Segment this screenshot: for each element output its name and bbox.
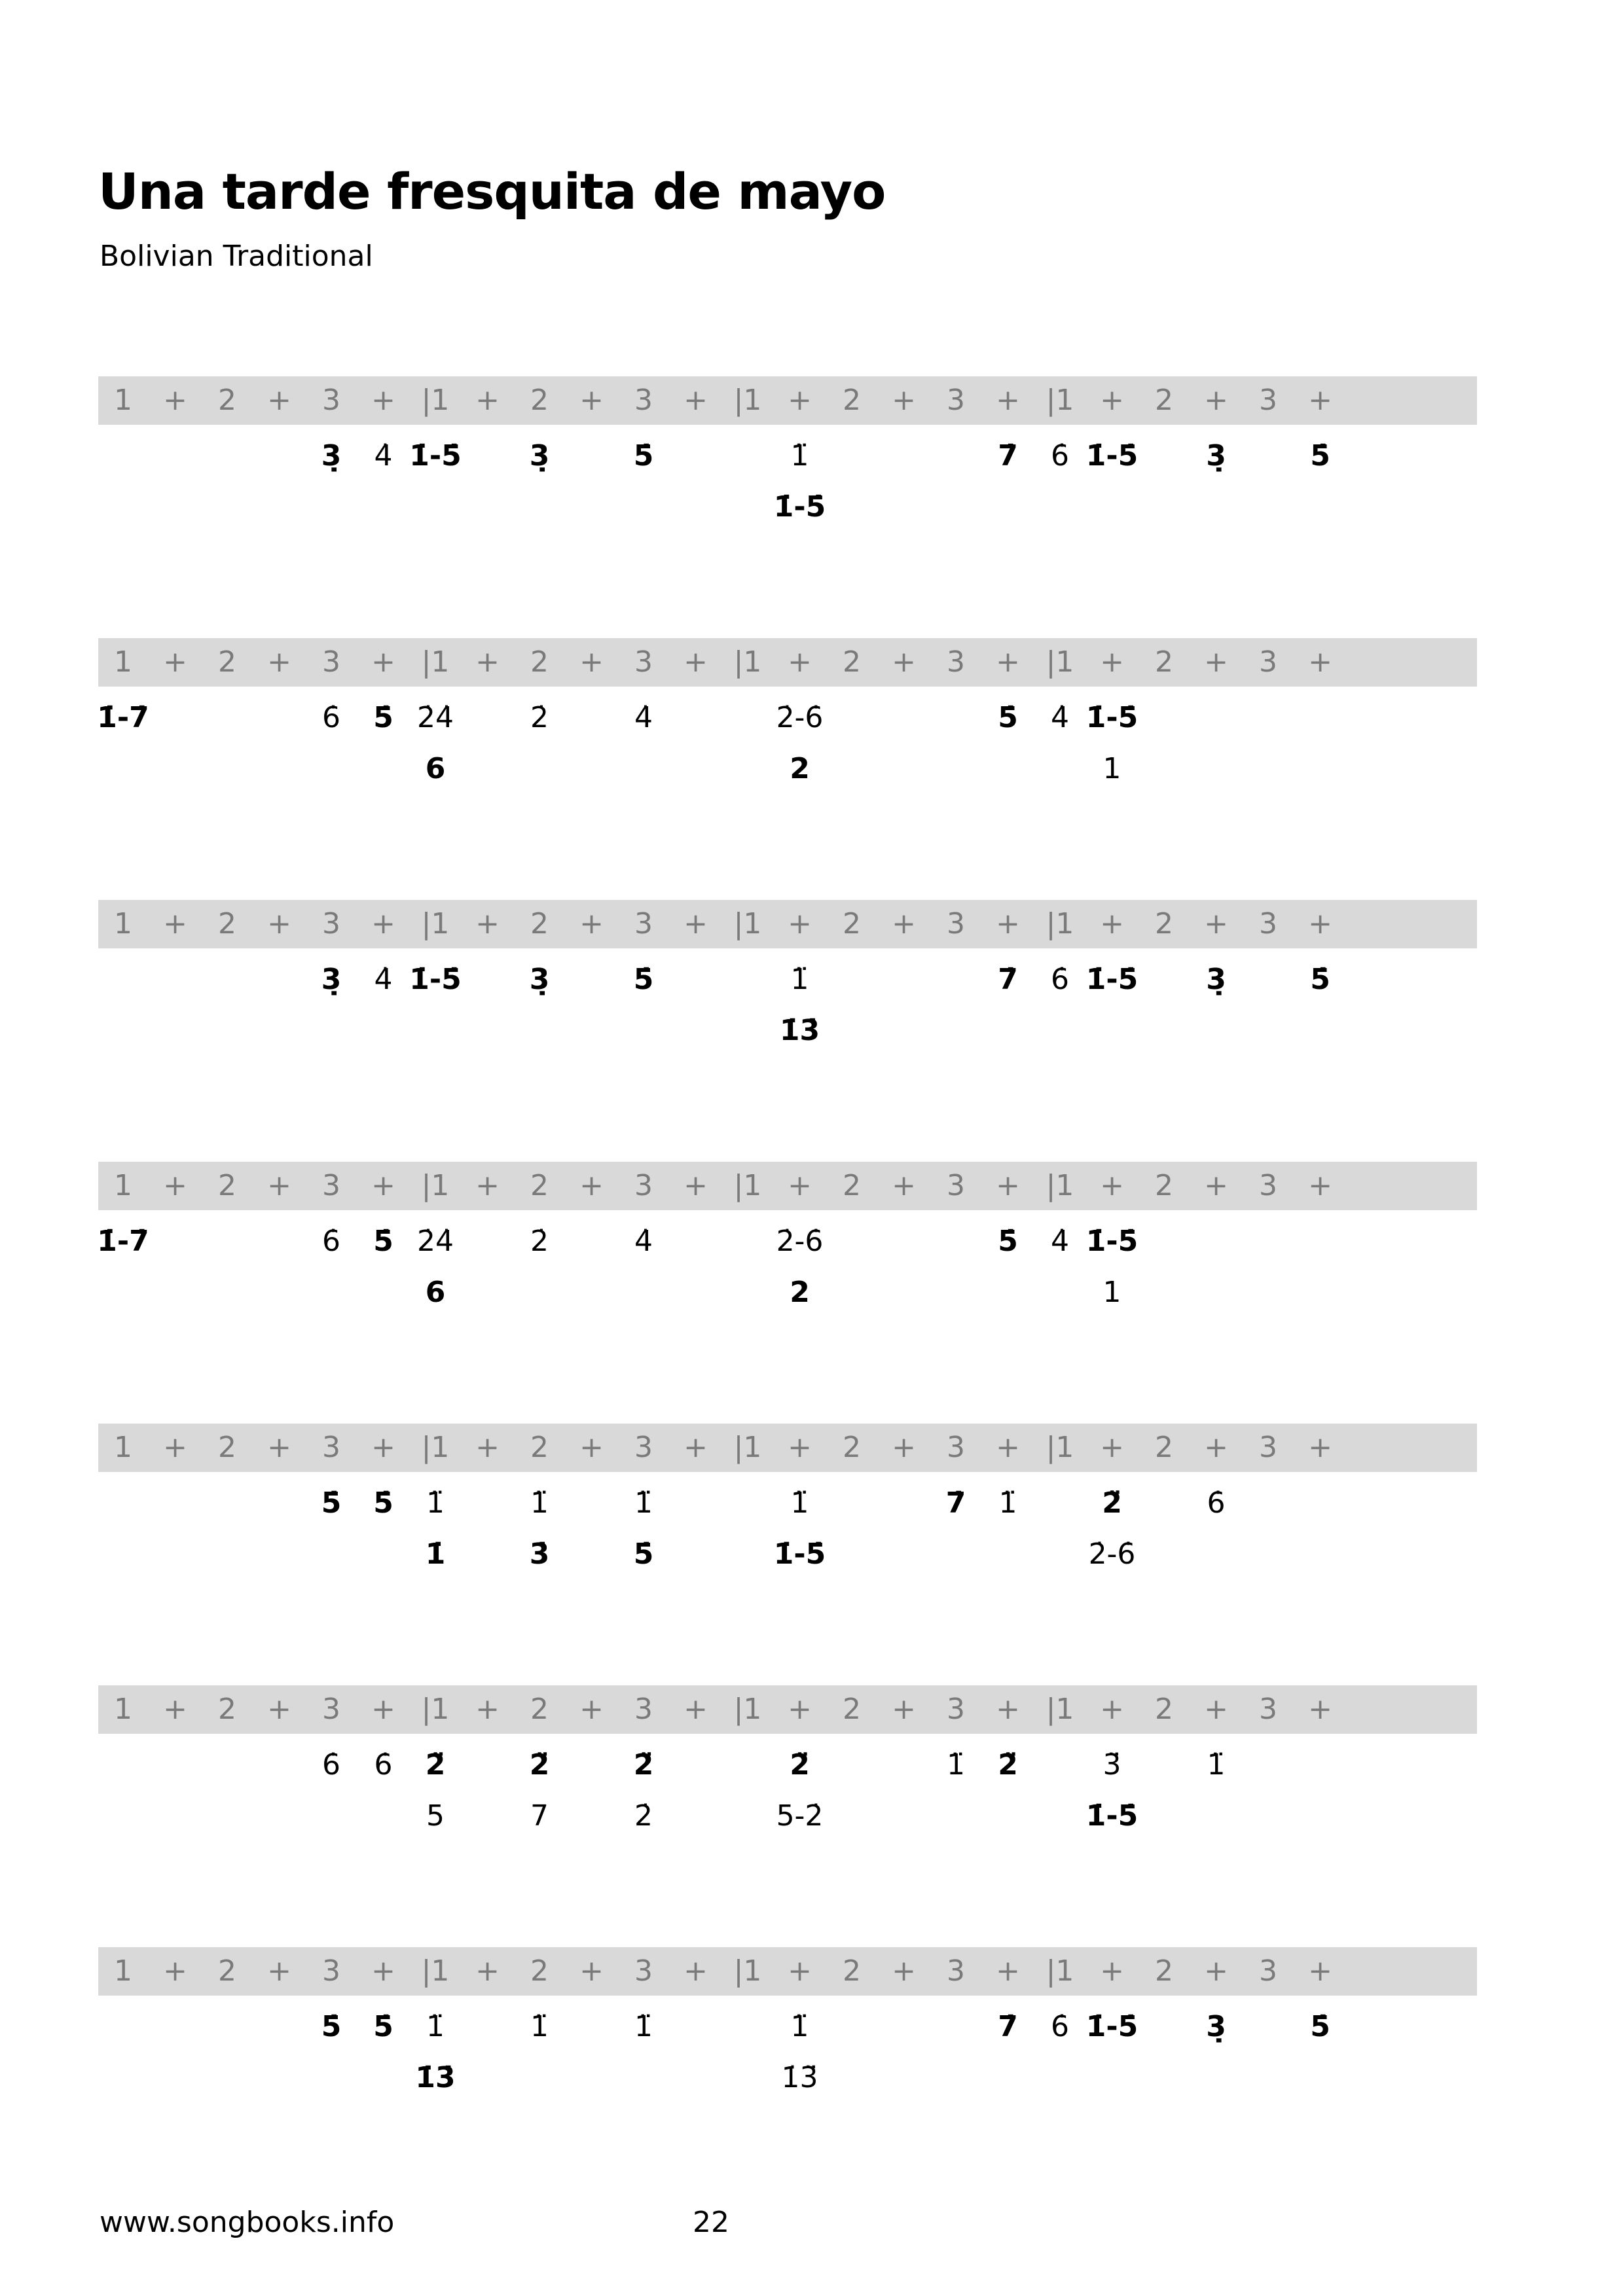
- beat-count: +: [1308, 1431, 1332, 1464]
- beat-count: +: [892, 1693, 916, 1726]
- beat-count: +: [684, 1954, 708, 1988]
- beat-count: |1: [1046, 1169, 1074, 1202]
- beat-count: +: [996, 384, 1020, 417]
- beat-count-bar: [98, 1685, 1477, 1734]
- beat-count: +: [996, 907, 1020, 941]
- beat-count: 2: [218, 907, 236, 941]
- beat-count: +: [892, 645, 916, 679]
- beat-count: +: [475, 907, 500, 941]
- beat-count: +: [1204, 907, 1228, 941]
- tab-note: 5̇: [998, 1225, 1018, 1258]
- beat-count: +: [163, 384, 187, 417]
- beat-count: |1: [1046, 907, 1074, 941]
- beat-count: +: [788, 384, 812, 417]
- beat-count: 3: [1259, 1431, 1277, 1464]
- tab-note: 2̈: [633, 1748, 654, 1782]
- tab-note: 1̈: [634, 1486, 653, 1520]
- beat-count: +: [475, 1431, 500, 1464]
- tab-note: 1̈: [1207, 1748, 1226, 1782]
- tab-note: 7̇: [998, 2010, 1018, 2043]
- beat-count: +: [684, 1693, 708, 1726]
- beat-count-bar: [98, 1947, 1477, 1996]
- beat-count: +: [892, 907, 916, 941]
- tab-note: 1̈: [790, 439, 809, 473]
- beat-count: 1: [114, 645, 132, 679]
- beat-count: 3: [634, 907, 653, 941]
- beat-count: |1: [421, 1169, 450, 1202]
- beat-count: +: [1308, 645, 1332, 679]
- beat-count: |1: [1046, 1431, 1074, 1464]
- tab-note: 2̈: [1102, 1486, 1122, 1520]
- tab-note: 5̇: [321, 1486, 342, 1520]
- beat-count: 2: [1155, 907, 1173, 941]
- beat-count: |1: [733, 1954, 762, 1988]
- beat-count: 3: [1259, 907, 1277, 941]
- beat-count: 2: [843, 645, 861, 679]
- beat-count: +: [788, 645, 812, 679]
- tab-note: 1̈: [634, 2010, 653, 2043]
- beat-count: |1: [1046, 1954, 1074, 1988]
- beat-count: 2: [843, 1693, 861, 1726]
- beat-count: +: [267, 1693, 291, 1726]
- tab-note: 1̇-7̇: [97, 701, 149, 734]
- beat-count: +: [1308, 1954, 1332, 1988]
- beat-count: 3: [634, 1954, 653, 1988]
- beat-count: +: [163, 1169, 187, 1202]
- beat-count: +: [684, 907, 708, 941]
- tab-system: [98, 1424, 1477, 1581]
- beat-count: |1: [421, 1431, 450, 1464]
- beat-count: 2: [843, 1169, 861, 1202]
- beat-count: +: [267, 645, 291, 679]
- page-title: Una tarde fresquita de mayo: [98, 162, 886, 221]
- tab-note: 2̇-6̇: [776, 1225, 824, 1258]
- beat-count: |1: [733, 384, 762, 417]
- beat-count: +: [579, 1431, 604, 1464]
- tab-note: 1̈: [947, 1748, 965, 1782]
- tab-note: 4̇: [374, 963, 393, 996]
- beat-count: +: [371, 1169, 395, 1202]
- tab-note: 2̇-6̇: [1088, 1537, 1136, 1571]
- beat-count: 2: [530, 1169, 549, 1202]
- beat-count: 3: [947, 645, 965, 679]
- tab-note: 1̇-5̇: [1085, 1225, 1139, 1258]
- beat-count: +: [371, 1954, 395, 1988]
- beat-count: 1: [114, 1954, 132, 1988]
- beat-count: +: [163, 1954, 187, 1988]
- beat-count: |1: [733, 1431, 762, 1464]
- beat-count: +: [1204, 645, 1228, 679]
- beat-count: +: [996, 1693, 1020, 1726]
- beat-count: 2: [218, 645, 236, 679]
- tab-note: 1̈: [530, 1486, 549, 1520]
- tab-system: [98, 376, 1477, 533]
- beat-count: +: [892, 1954, 916, 1988]
- tab-note: 2̈: [998, 1748, 1018, 1782]
- tab-note: 1̇-5̇: [1085, 1799, 1139, 1833]
- tab-note: 2: [790, 752, 810, 785]
- beat-count: +: [1204, 1954, 1228, 1988]
- beat-count: 2: [843, 384, 861, 417]
- tab-note: 1̇-5̇: [1085, 2010, 1139, 2043]
- beat-count: +: [371, 1693, 395, 1726]
- beat-count: +: [267, 1954, 291, 1988]
- beat-count: 1: [114, 907, 132, 941]
- tab-note: 1̈: [426, 2010, 445, 2043]
- beat-count: |1: [733, 1693, 762, 1726]
- beat-count: |1: [1046, 645, 1074, 679]
- tab-note: 1: [1103, 1276, 1122, 1309]
- beat-count: +: [1100, 1169, 1124, 1202]
- beat-count: 2: [1155, 645, 1173, 679]
- tab-note: 5̇: [633, 963, 654, 996]
- tab-note: 1̇3̇: [779, 1014, 820, 1047]
- beat-count: 1: [114, 1693, 132, 1726]
- tab-system: [98, 900, 1477, 1057]
- beat-count: |1: [1046, 1693, 1074, 1726]
- beat-count: 2: [218, 1954, 236, 1988]
- beat-count: 3: [634, 1693, 653, 1726]
- beat-count-bar: [98, 1424, 1477, 1472]
- tab-note: 2̈: [790, 1748, 810, 1782]
- beat-count: 1: [114, 1431, 132, 1464]
- beat-count: 3: [322, 645, 340, 679]
- beat-count: +: [1100, 384, 1124, 417]
- beat-count: 2: [530, 1693, 549, 1726]
- beat-count: 3: [947, 1169, 965, 1202]
- beat-count: +: [684, 384, 708, 417]
- beat-count: +: [1100, 907, 1124, 941]
- tab-note: 3̣: [529, 963, 550, 996]
- beat-count: +: [996, 645, 1020, 679]
- beat-count: +: [996, 1169, 1020, 1202]
- tab-note: 1̇-5̇: [409, 439, 462, 473]
- beat-count: |1: [733, 645, 762, 679]
- beat-count-bar: [98, 638, 1477, 687]
- beat-count: +: [1100, 1431, 1124, 1464]
- tab-note: 7̇: [998, 963, 1018, 996]
- beat-count: +: [163, 1693, 187, 1726]
- beat-count: +: [684, 1431, 708, 1464]
- tab-note: 3̣: [1206, 963, 1226, 996]
- beat-count: 1: [114, 384, 132, 417]
- beat-count: +: [996, 1431, 1020, 1464]
- beat-count: +: [892, 384, 916, 417]
- beat-count: +: [684, 1169, 708, 1202]
- tab-system: [98, 1947, 1477, 2104]
- beat-count: 3: [947, 1693, 965, 1726]
- tab-note: 2̈: [425, 1748, 446, 1782]
- beat-count: +: [788, 1693, 812, 1726]
- tab-note: 2̇: [634, 1799, 653, 1833]
- tab-note: 6̇: [322, 701, 340, 734]
- beat-count: 2: [218, 1431, 236, 1464]
- tab-note: 1̇-5̇: [1085, 439, 1139, 473]
- tab-note: 2̇4̇: [417, 1225, 454, 1258]
- tab-note: 6̇: [1051, 439, 1069, 473]
- beat-count: +: [579, 1169, 604, 1202]
- tab-note: 2̇: [530, 701, 549, 734]
- beat-count: +: [371, 1431, 395, 1464]
- beat-count: +: [267, 1431, 291, 1464]
- tab-note: 1̈: [790, 1486, 809, 1520]
- tab-note: 5̇: [998, 701, 1018, 734]
- footer-website: www.songbooks.info: [100, 2206, 395, 2239]
- beat-count: +: [1308, 1693, 1332, 1726]
- tab-note: 1̇-5̇: [773, 1537, 826, 1571]
- tab-note: 1̇3̇: [415, 2061, 456, 2094]
- beat-count: 1: [114, 1169, 132, 1202]
- beat-count: +: [163, 645, 187, 679]
- beat-count: 2: [1155, 1693, 1173, 1726]
- beat-count: 3: [634, 645, 653, 679]
- beat-count: +: [1204, 1169, 1228, 1202]
- tab-note: 1̇-5̇: [409, 963, 462, 996]
- tab-note: 2: [790, 1276, 810, 1309]
- tab-note: 4̇: [634, 1225, 653, 1258]
- beat-count: |1: [733, 1169, 762, 1202]
- beat-count: 3: [322, 1693, 340, 1726]
- beat-count: +: [475, 384, 500, 417]
- tab-note: 7̇: [945, 1486, 966, 1520]
- beat-count: +: [1204, 1431, 1228, 1464]
- beat-count: +: [1204, 384, 1228, 417]
- tab-note: 3̣: [321, 963, 342, 996]
- beat-count: 2: [218, 1693, 236, 1726]
- beat-count: |1: [421, 1954, 450, 1988]
- beat-count: 2: [530, 1954, 549, 1988]
- beat-count: +: [579, 384, 604, 417]
- beat-count: +: [1100, 645, 1124, 679]
- beat-count: 2: [1155, 1431, 1173, 1464]
- tab-note: 3̣: [1206, 439, 1226, 473]
- beat-count: 3: [634, 1431, 653, 1464]
- beat-count: 3: [634, 1169, 653, 1202]
- tab-note: 5̇: [1310, 963, 1330, 996]
- beat-count: 2: [218, 1169, 236, 1202]
- tab-note: 5̇: [633, 1537, 654, 1571]
- beat-count: 3: [322, 1431, 340, 1464]
- beat-count: +: [788, 1431, 812, 1464]
- beat-count: 3: [947, 1431, 965, 1464]
- beat-count: +: [1204, 1693, 1228, 1726]
- beat-count-bar: [98, 1162, 1477, 1210]
- tab-note: 4̇: [374, 439, 393, 473]
- beat-count: |1: [421, 1693, 450, 1726]
- beat-count: 3: [1259, 384, 1277, 417]
- tab-note: 6̇: [322, 1748, 340, 1782]
- tab-note: 1̈: [426, 1486, 445, 1520]
- beat-count: 3: [322, 384, 340, 417]
- tab-note: 1̇-5̇: [773, 490, 826, 524]
- tab-note: 6: [425, 752, 446, 785]
- beat-count: +: [788, 907, 812, 941]
- beat-count: 2: [843, 1431, 861, 1464]
- tab-note: 5̇: [1310, 2010, 1330, 2043]
- tab-note: 4̇: [634, 701, 653, 734]
- tab-note: 7̇: [998, 439, 1018, 473]
- page-subtitle: Bolivian Traditional: [100, 240, 373, 273]
- tab-note: 3̣: [1206, 2010, 1226, 2043]
- page-number: 22: [693, 2206, 729, 2239]
- tab-note: 1̇-7̇: [97, 1225, 149, 1258]
- beat-count: 3: [322, 907, 340, 941]
- beat-count: +: [163, 1431, 187, 1464]
- beat-count-bar: [98, 376, 1477, 425]
- beat-count: +: [684, 645, 708, 679]
- beat-count: +: [579, 907, 604, 941]
- beat-count: +: [267, 907, 291, 941]
- tab-note: 6̇: [1207, 1486, 1226, 1520]
- tab-note: 1̇3̈: [781, 2061, 818, 2094]
- tab-note: 1̈: [790, 963, 809, 996]
- tab-note: 6̇: [1051, 963, 1069, 996]
- beat-count: 2: [843, 1954, 861, 1988]
- tab-note: 2̇: [530, 1225, 549, 1258]
- tab-note: 3̇: [529, 1537, 550, 1571]
- tab-note: 5̇: [373, 701, 393, 734]
- tab-system: [98, 1162, 1477, 1319]
- tab-note: 1: [1103, 752, 1122, 785]
- beat-count: 3: [1259, 1954, 1277, 1988]
- beat-count: 3: [947, 384, 965, 417]
- tab-note: 5̇: [1310, 439, 1330, 473]
- beat-count: +: [788, 1954, 812, 1988]
- tab-note: 5̇: [373, 1486, 393, 1520]
- beat-count: +: [1100, 1954, 1124, 1988]
- beat-count: 2: [1155, 1169, 1173, 1202]
- beat-count: +: [579, 645, 604, 679]
- beat-count: |1: [421, 645, 450, 679]
- beat-count: |1: [421, 907, 450, 941]
- beat-count: 3: [1259, 1169, 1277, 1202]
- tab-note: 5̇: [633, 439, 654, 473]
- beat-count: 3: [322, 1169, 340, 1202]
- tab-note: 6̇: [374, 1748, 393, 1782]
- tab-note: 4̇: [1051, 701, 1069, 734]
- beat-count: |1: [421, 384, 450, 417]
- tab-note: 1̇-5̇: [1085, 963, 1139, 996]
- beat-count: 3: [1259, 1693, 1277, 1726]
- beat-count: 2: [843, 907, 861, 941]
- beat-count: 2: [530, 645, 549, 679]
- beat-count: +: [475, 1693, 500, 1726]
- beat-count: 3: [947, 907, 965, 941]
- beat-count: +: [788, 1169, 812, 1202]
- beat-count: +: [267, 384, 291, 417]
- tab-note: 1̈: [530, 2010, 549, 2043]
- tab-note: 2̈: [529, 1748, 550, 1782]
- tab-note: 1̇: [425, 1537, 446, 1571]
- tab-note: 6̇: [1051, 2010, 1069, 2043]
- tab-note: 6: [425, 1276, 446, 1309]
- tab-note: 3̣: [529, 439, 550, 473]
- tab-system: [98, 638, 1477, 795]
- tab-note: 1̈: [998, 1486, 1017, 1520]
- beat-count: 2: [1155, 1954, 1173, 1988]
- beat-count: +: [371, 907, 395, 941]
- beat-count: +: [892, 1169, 916, 1202]
- tab-note: 7: [530, 1799, 549, 1833]
- beat-count: +: [475, 645, 500, 679]
- tab-note: 5̇: [321, 2010, 342, 2043]
- tab-note: 5-2̇: [776, 1799, 824, 1833]
- beat-count: +: [475, 1954, 500, 1988]
- beat-count: |1: [733, 907, 762, 941]
- beat-count: 2: [530, 384, 549, 417]
- beat-count: +: [579, 1954, 604, 1988]
- tab-note: 2̇4̇: [417, 701, 454, 734]
- tab-note: 5̇: [373, 2010, 393, 2043]
- beat-count: +: [579, 1693, 604, 1726]
- tab-note: 3̣: [321, 439, 342, 473]
- beat-count: +: [1308, 907, 1332, 941]
- tab-system: [98, 1685, 1477, 1842]
- tab-note: 5: [426, 1799, 445, 1833]
- beat-count: 2: [218, 384, 236, 417]
- beat-count: 2: [530, 907, 549, 941]
- beat-count: +: [267, 1169, 291, 1202]
- tab-note: 1̈: [790, 2010, 809, 2043]
- tab-note: 1̇-5̇: [1085, 701, 1139, 734]
- beat-count: 3: [322, 1954, 340, 1988]
- beat-count: 3: [1259, 645, 1277, 679]
- beat-count: 3: [947, 1954, 965, 1988]
- beat-count: 2: [1155, 384, 1173, 417]
- beat-count: +: [371, 645, 395, 679]
- tab-note: 5̇: [373, 1225, 393, 1258]
- tab-note: 2̇-6̇: [776, 701, 824, 734]
- beat-count-bar: [98, 900, 1477, 948]
- tab-note: 4̇: [1051, 1225, 1069, 1258]
- beat-count: 2: [530, 1431, 549, 1464]
- beat-count: +: [892, 1431, 916, 1464]
- beat-count: +: [1308, 1169, 1332, 1202]
- tab-note: 3̈: [1103, 1748, 1122, 1782]
- beat-count: +: [996, 1954, 1020, 1988]
- beat-count: +: [163, 907, 187, 941]
- beat-count: +: [1100, 1693, 1124, 1726]
- tab-note: 6̇: [322, 1225, 340, 1258]
- beat-count: +: [371, 384, 395, 417]
- beat-count: +: [1308, 384, 1332, 417]
- beat-count: +: [475, 1169, 500, 1202]
- beat-count: 3: [634, 384, 653, 417]
- beat-count: |1: [1046, 384, 1074, 417]
